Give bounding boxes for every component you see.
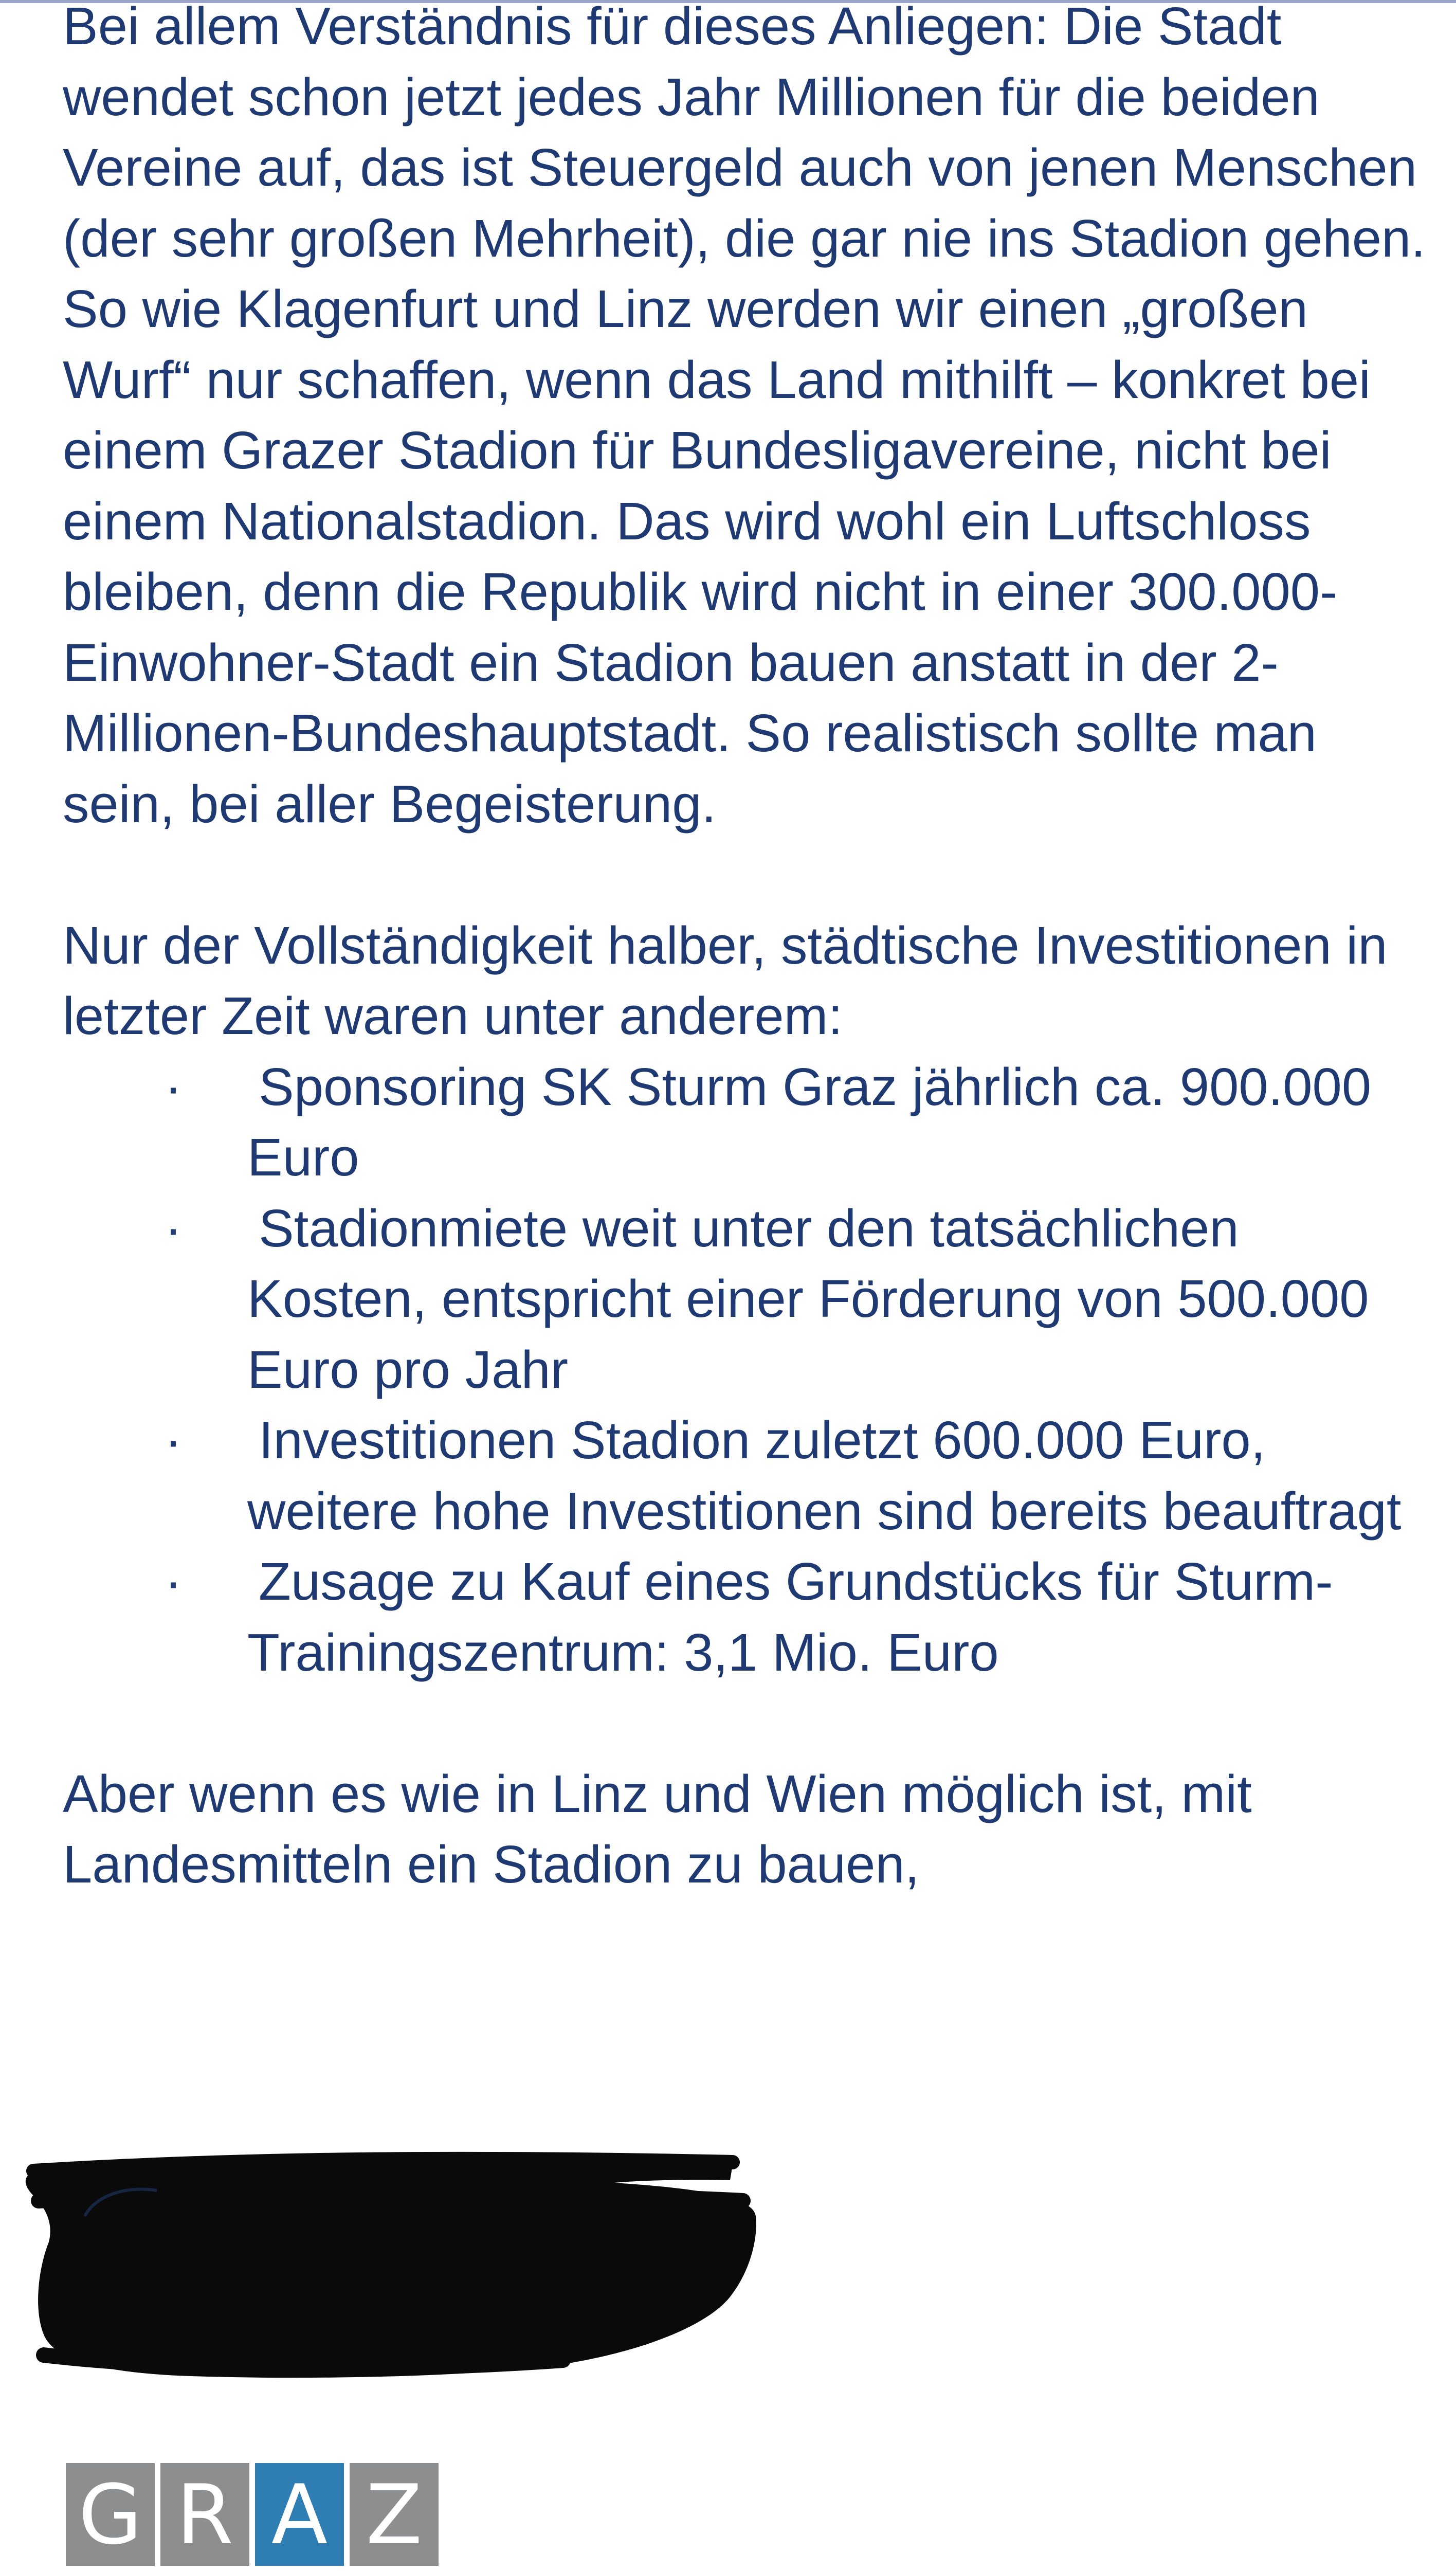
list-item-text: Investitionen Stadion zuletzt 600.000 Euro, weitere hohe Investitionen sind bereits beauftragt bbox=[247, 1410, 1402, 1541]
logo-letter-z: Z bbox=[350, 2463, 439, 2566]
bullet-dot-icon: · bbox=[164, 1057, 183, 1116]
logo-letter-r: R bbox=[160, 2463, 249, 2566]
list-item bbox=[63, 1193, 1430, 1405]
list-item bbox=[63, 1546, 1430, 1688]
list-item-text: Zusage zu Kauf eines Grundstücks für Sturm-Trainingszentrum: 3,1 Mio. Euro bbox=[247, 1552, 1333, 1682]
paragraph-gap bbox=[63, 839, 1430, 910]
bullet-dot-icon: · bbox=[164, 1410, 183, 1470]
graz-logo bbox=[66, 2463, 439, 2566]
paragraph-gap bbox=[63, 1688, 1430, 1759]
paragraph-stadium-funding: Bei allem Verständnis für dieses Anliegen: Die Stadt wendet schon jetzt jedes Jahr Millionen für die beiden Vereine auf, das ist Steuergeld auch von jenen Menschen (der sehr großen Mehrheit), die gar nie ins Stadion gehen. So wie Klagenfurt und Linz werden wir einen „großen Wurf“ nur schaffen, wenn das Land mithilft – konkret bei einem Grazer Stadion für Bundesligavereine, nicht bei einem Nationalstadion. Das wird wohl ein Luftschloss bleiben, denn die Republik wird nicht in einer 300.000-Einwohner-Stadt ein Stadion bauen anstatt in der 2-Millionen-Bundeshauptstadt. So realistisch sollte man sein, bei aller Begeisterung. bbox=[63, 0, 1426, 834]
paragraph-investments-intro: Nur der Vollständigkeit halber, städtische Investitionen in letzter Zeit waren unter anderem: bbox=[63, 915, 1388, 1045]
bullet-dot-icon: · bbox=[164, 1198, 183, 1258]
paragraph-state-funding: Aber wenn es wie in Linz und Wien möglich ist, mit Landesmitteln ein Stadion zu bauen, bbox=[63, 1764, 1252, 1894]
list-item bbox=[63, 1405, 1430, 1546]
email-body bbox=[63, 0, 1430, 1900]
logo-letter-a: A bbox=[255, 2463, 344, 2566]
bullet-dot-icon: · bbox=[164, 1552, 183, 1611]
logo-letter-g: G bbox=[66, 2463, 155, 2566]
redaction-scribble bbox=[23, 2139, 763, 2381]
list-item bbox=[63, 1052, 1430, 1193]
list-item-text: Stadionmiete weit unter den tatsächlichen Kosten, entspricht einer Förderung von 500.000 Euro pro Jahr bbox=[247, 1198, 1369, 1399]
investments-list bbox=[63, 1052, 1430, 1688]
list-item-text: Sponsoring SK Sturm Graz jährlich ca. 900.000 Euro bbox=[247, 1057, 1372, 1187]
